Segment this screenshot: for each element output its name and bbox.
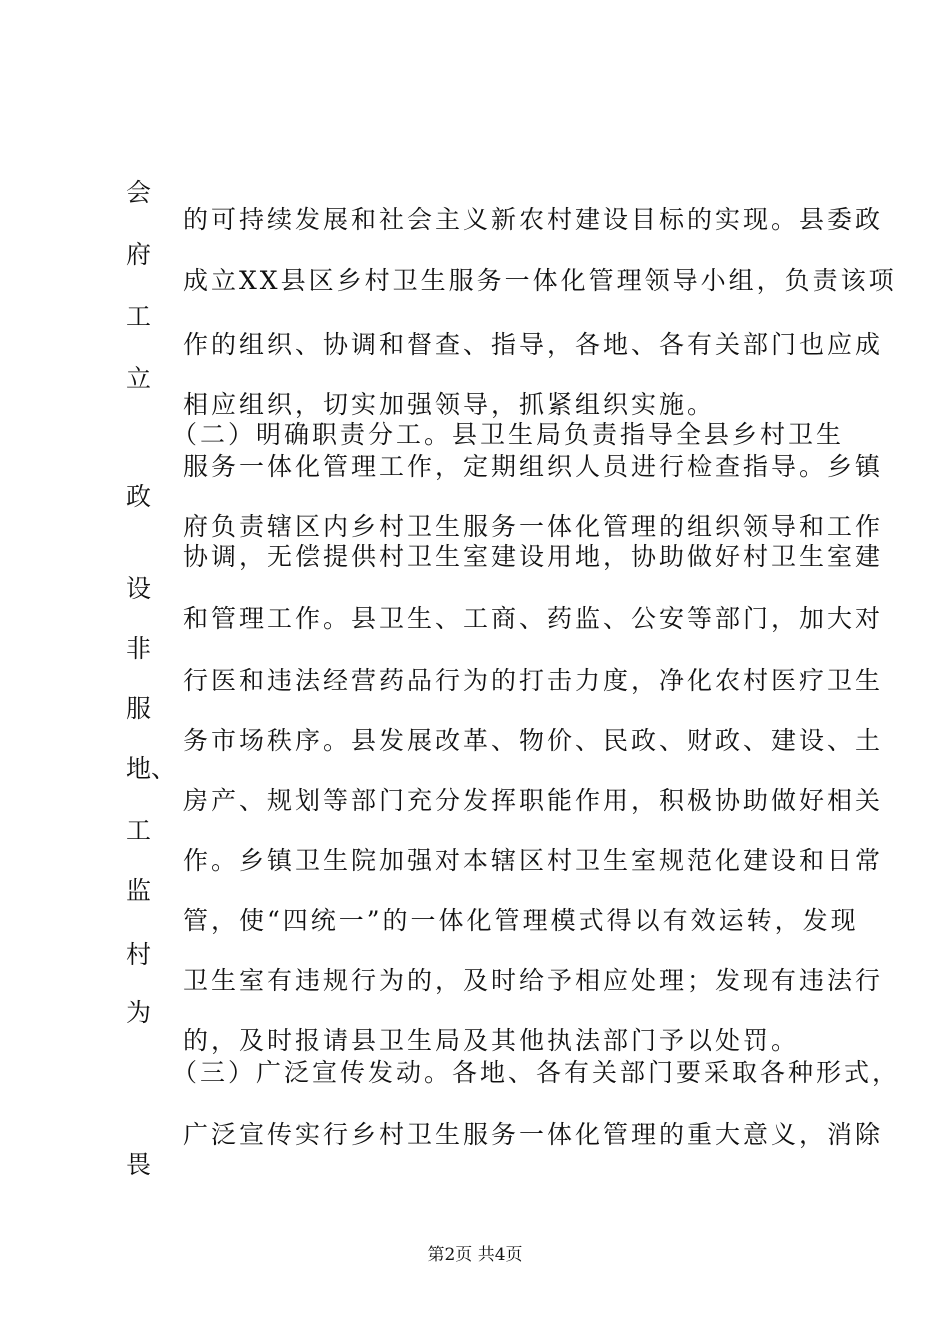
body-line: 房产、规划等部门充分发挥职能作用，积极协助做好相关 xyxy=(183,786,884,815)
body-line: 的，及时报请县卫生局及其他执法部门予以处罚。 xyxy=(183,1026,800,1055)
side-char: 村 xyxy=(126,940,152,969)
side-char: 立 xyxy=(126,364,152,393)
body-line: 管，使“四统一”的一体化管理模式得以有效运转，发现 xyxy=(183,906,859,935)
body-line: 相应组织，切实加强领导，抓紧组织实施。 xyxy=(183,390,716,419)
side-char: 设 xyxy=(126,574,152,603)
body-line: 作的组织、协调和督查、指导，各地、各有关部门也应成 xyxy=(183,330,884,359)
body-line: 协调，无偿提供村卫生室建设用地，协助做好村卫生室建 xyxy=(183,542,884,571)
side-char: 服 xyxy=(126,694,152,723)
body-line: 作。乡镇卫生院加强对本辖区村卫生室规范化建设和日常 xyxy=(183,846,884,875)
body-line: 广泛宣传实行乡村卫生服务一体化管理的重大意义，消除 xyxy=(183,1120,884,1149)
side-char: 会 xyxy=(126,178,152,207)
paragraph-heading: （三）广泛宣传发动。各地、各有关部门要采取各种形式， xyxy=(172,1058,901,1087)
side-char: 工 xyxy=(126,302,152,331)
paragraph-heading: （二）明确职责分工。县卫生局负责指导全县乡村卫生 xyxy=(172,420,845,449)
body-line: 府负责辖区内乡村卫生服务一体化管理的组织领导和工作 xyxy=(183,512,884,541)
side-char: 非 xyxy=(126,634,152,663)
side-char: 地、 xyxy=(126,754,177,783)
body-line: 卫生室有违规行为的，及时给予相应处理；发现有违法行 xyxy=(183,966,884,995)
body-line: 务市场秩序。县发展改革、物价、民政、财政、建设、土 xyxy=(183,726,884,755)
page-footer: 第2页 共4页 xyxy=(427,1245,523,1265)
side-char: 府 xyxy=(126,240,152,269)
body-line: 成立XX县区乡村卫生服务一体化管理领导小组，负责该项 xyxy=(183,266,897,295)
body-line: 行医和违法经营药品行为的打击力度，净化农村医疗卫生 xyxy=(183,666,884,695)
side-char: 政 xyxy=(126,482,152,511)
body-line: 的可持续发展和社会主义新农村建设目标的实现。县委政 xyxy=(183,205,884,234)
side-char: 为 xyxy=(126,998,152,1027)
side-char: 工 xyxy=(126,816,152,845)
side-char: 监 xyxy=(126,876,152,905)
body-line: 和管理工作。县卫生、工商、药监、公安等部门，加大对 xyxy=(183,604,884,633)
side-char: 畏 xyxy=(126,1150,152,1179)
body-line: 服务一体化管理工作，定期组织人员进行检查指导。乡镇 xyxy=(183,452,884,481)
